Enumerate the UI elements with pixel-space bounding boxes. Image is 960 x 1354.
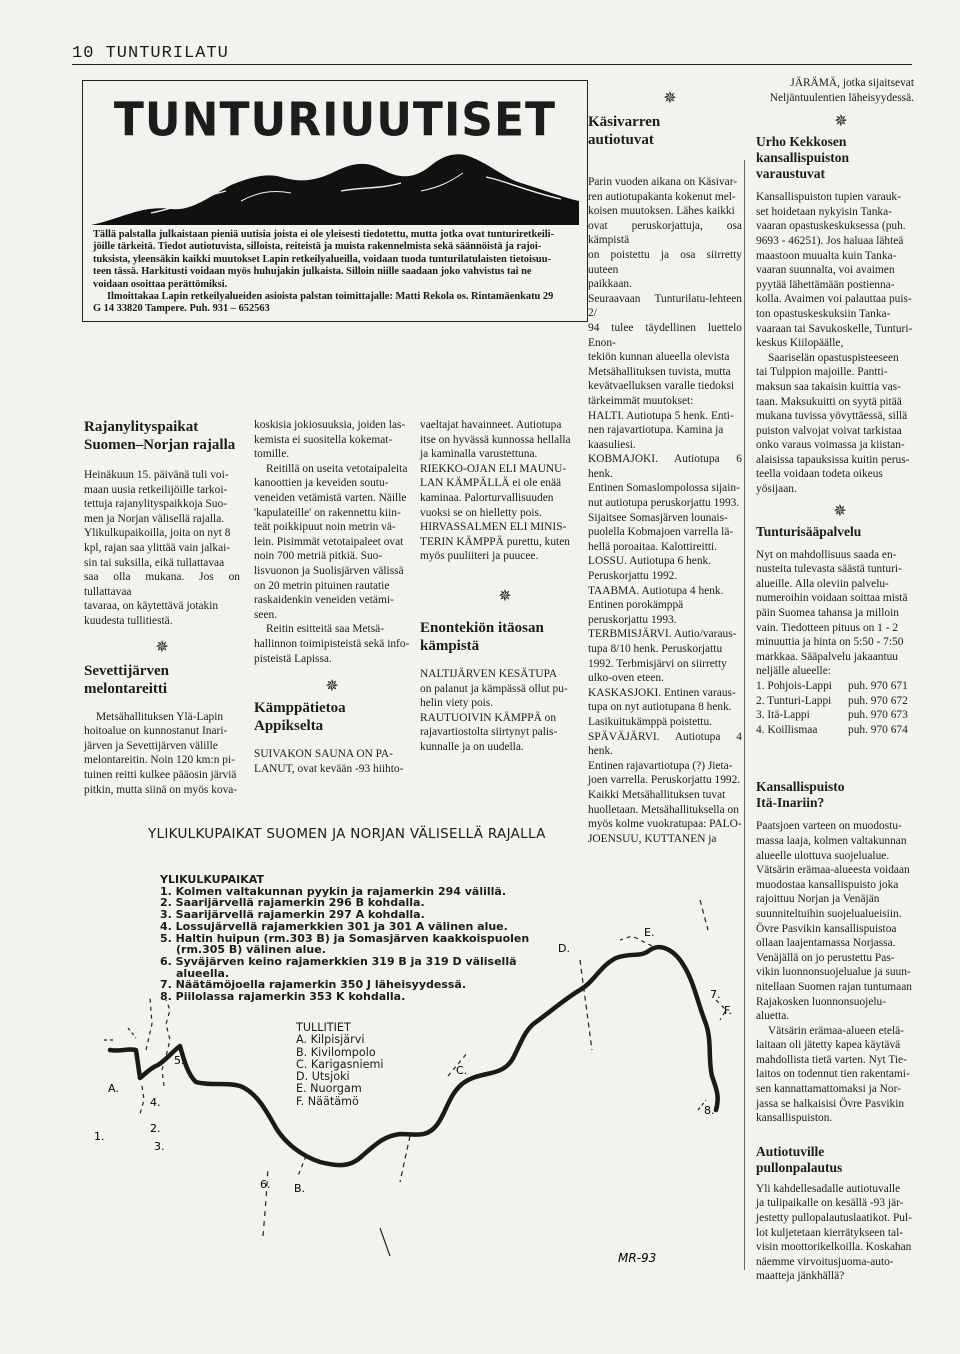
article-weather-service: Nyt on mahdollisuus saada en- nusteita tulevasta säästä tunturi- alueille. Alla oleviin palvelu- numeroihin voidaan soittaa mistä päin Suomea tahansa ja milloin vain. Tiedotteen pituus on 1 - 2 minuuttia ja hinta on 5:50 - 7:50 markkaa. Sääpalvelu jakaantuu neljälle alueelle: 1. Pohjois-Lappi puh. 970 671 2. Tunturi-Lappi puh. 970 672 3. Itä-Lappi puh. 970 673 4. Koillismaa puh. 970 674 — [756, 548, 908, 736]
border-map — [80, 900, 740, 1300]
road-dashed — [128, 1028, 136, 1038]
legend-heading: YLIKULKUPAIKAT — [160, 873, 264, 886]
intro-line: jöille tärkeitä. Tiedot autiotuvista, silloista, reiteistä ja muista rakennelmista sekä säännöistä ja rajoi- — [93, 241, 542, 253]
customs-item: A. Kilpisjärvi — [296, 1033, 365, 1047]
customs-item: D. Utsjoki — [296, 1070, 350, 1084]
customs-item: B. Kivilompolo — [296, 1045, 376, 1059]
legend-item: 8. Piilolassa rajamerkin 353 K kohdalla. — [160, 990, 406, 1004]
map-title: YLIKULKUPAIKAT SUOMEN JA NORJAN VÄLISELLÄ RAJALLA — [148, 826, 546, 842]
headline-weather-service: Tunturisääpalvelu — [756, 523, 862, 539]
map-label-tullitie: D. — [558, 942, 570, 955]
weather-phone-table — [756, 679, 908, 737]
headline-bottle-return: Autiotuville pullonpalautus — [756, 1143, 843, 1175]
mountain-illustration — [91, 147, 579, 227]
article-enontekio: NALTIJÄRVEN KESÄTUPA on palanut ja kämpässä ollut pu- helin viety pois. RAUTUOIVIN KÄMPPÄ on rajavartiostolta siirtynyt palis- kunnalle ja on uudella. — [420, 667, 568, 753]
headline-national-park: Kansallispuisto Itä-Inariin? — [756, 779, 845, 811]
map-label-tullitie: A. — [108, 1082, 119, 1095]
headline-kasivarsi-cabins: Käsivarren autiotuvat — [588, 114, 661, 148]
map-label-crossing: 6. — [260, 1178, 271, 1191]
road-dashed — [140, 1086, 144, 1114]
map-label-crossing: 8. — [704, 1104, 715, 1117]
column-2 — [254, 418, 410, 776]
road-dashed — [146, 998, 152, 1050]
article-cabin-info: SUIVAKON SAUNA ON PA- LANUT, ovat kevään -93 hiihto- — [254, 748, 404, 775]
legend-item: 2. Saarijärvellä rajamerkin 296 B kohdalla. — [160, 896, 425, 910]
banner-box — [82, 80, 588, 322]
map-label-crossing: 1. — [94, 1130, 105, 1143]
phone-row: 2. Tunturi-Lappi puh. 970 672 — [756, 694, 908, 707]
road-dashed — [298, 1156, 306, 1176]
intro-line: Tällä palstalla julkaistaan pieniä uutisia joista ei ole yleisesti tiedotettu, mutta jotka ovat tunturiretkeili- — [93, 229, 555, 240]
column-1 — [84, 418, 240, 797]
column-3 — [420, 418, 576, 755]
headline-border-crossings: Rajanylityspaikat Suomen–Norjan rajalla — [84, 419, 236, 453]
map-label-crossing: 7. — [710, 988, 721, 1001]
map-label-crossing: 2. — [150, 1122, 161, 1135]
legend-item: 3. Saarijärvellä rajamerkin 297 A kohdalla. — [160, 908, 425, 922]
legend-item: 5. Haltin huipun (rm.303 B) ja Somasjärven kaakkoispuolen — [160, 931, 530, 945]
legend-item: 4. Lossujärvellä rajamerkkien 301 ja 301 A välinen alue. — [160, 919, 508, 933]
star-ornament-icon: ✵ — [325, 676, 339, 696]
legend-item: alueella. — [176, 966, 230, 980]
map-label-crossing: 4. — [150, 1096, 161, 1109]
legend-item: (rm.305 B) välinen alue. — [176, 943, 326, 957]
map-label-tullitie: F. — [724, 1004, 733, 1017]
article-canoe-route: Metsähallituksen Ylä-Lapin hoitoalue on kunnostanut Inari- järven ja Sevettijärven välille melontareitin. Noin 120 km:n pi- tuinen reitti kulkee pääosin järviä pitkin, mutta siinä on myös kova- — [84, 710, 238, 796]
phone-row: 1. Pohjois-Lappi puh. 970 671 — [756, 680, 908, 692]
article-national-park: Paatsjoen varteen on muodostu- massa laaja, kolmen valtakunnan alueelle ulottuva suojelualue. Vätsärin erämaa-alueesta voidaan muodostaa kansallispuisto joka rajoittuu Norjan ja Venäjän suunniteltuihin suojelualueisiin. Övre Pasvikin kansallispuistoa ollaan laajentamassa Norjassa. Venäjällä on jo perustettu Pas- vikin luonnonsuojelualue ja suun- nitellaan Suomen rajan tuntumaan Rajakosken luonnonsuojelu- aluetta. Vätsärin erämaa-alueen etelä- laitaan oli jätetty kapea käytävä mahdollista tietä varten. Nyt Tie- laitos on todennut tien rakentami- sen kannattamattomaksi ja Nor- jassa se halkaisisi Övre Pasvikin kansallispuiston. — [756, 820, 912, 1125]
intro-line: teen tässä. Harkitusti voidaan myös huhujakin julkaista. Silloin niille saadaan joko vahvistus tai ne — [93, 266, 532, 278]
banner-intro — [93, 229, 577, 316]
article-border-crossings: Heinäkuun 15. päivänä tuli voi- maan uusia retkeilijöille tarkoi- tettuja rajanylityspaikkoja Suo- men ja Norjan välisellä rajalla. Ylikulkupaikoilla, joita on nyt 8 kpl, rajan saa ylittää vain jalkai- sin tai suksilla, eikä tullattavaa saa olla mukana. Jos on tullattavaa tavaraa, on käytettävä jotakin kuudesta tullitiestä. — [84, 469, 240, 627]
column-5 — [756, 76, 914, 1284]
banner-title: TUNTURIUUTISET — [113, 93, 557, 148]
star-ornament-icon: ✵ — [155, 636, 169, 656]
article-kasivarsi-cabins: Parin vuoden aikana on Käsivar- ren autiotupakanta kokenut mel- koisen muutoksen. Lähes kaikki ovat peruskorjattuja, osa kämpistä on poistettu ja osa siirretty uuteen paikkaan. Seuraavaan Tunturilatu-lehteen 2/ 94 tulee täydellinen luettelo Enon- tekiön kunnan alueella olevista Metsähallituksen tuvista, mutta kevätvaelluksen varalle tiedoksi tärkeimmät muutokset: HALTI. Autiotupa 5 henk. Enti- nen rajavartiotupa. Kamina ja kaasuliesi. KOBMAJOKI. Autiotupa 6 henk. Entinen Somaslompolossa sijain- nut autiotupa peruskorjattu 1993. Sijaitsee Somasjärven lounais- puolella Kobmajoen varrella lä- hellä poroaitaa. Kalottireitti. LOSSU. Autiotupa 6 henk. Peruskorjattu 1992. TAABMA. Autiotupa 4 henk. Entinen porokämppä peruskorjattu 1993. TERBMISJÄRVI. Autio/varaus- tupa 8/10 henk. Peruskorjattu 1992. Terbmisjärvi on siirretty ulko-oven eteen. KASKASJOKI. Entinen varaus- tupa on nyt autiotupana 8 henk. Lasikuitukämppä poistettu. SPÄVÄJÄRVI. Autiotupa 4 henk. Entinen rajavartiotupa (?) Jieta- joen varrella. Peruskorjattu 1992. Kaikki Metsähallituksen tuvat huolletaan. Metsähallituksella on myös kolme vuokratupaa: PALO- JOENSUU, KUTTANEN ja — [588, 176, 742, 845]
road-dashed — [700, 900, 708, 930]
customs-item: E. Nuorgam — [296, 1082, 362, 1096]
headline-cabin-info: Kämppätietoa Appikselta — [254, 700, 346, 735]
road-solid — [380, 1228, 390, 1256]
star-ornament-icon: ✵ — [834, 111, 848, 131]
map-label-crossing: 5. — [174, 1054, 185, 1067]
running-head: 10 TUNTURILATU — [72, 44, 229, 63]
map-label-crossing: 3. — [154, 1140, 165, 1153]
star-ornament-icon: ✵ — [833, 500, 847, 520]
article-cabin-info-cont: vaeltajat havainneet. Autiotupa itse on hyvässä kunnossa hellalla ja kaminalla varustettuna. RIEKKO-OJAN ELI MAUNU- LAN KÄMPÄLLÄ ei ole enää kaminaa. Palorturvallisuuden vuoksi se on hielletty pois. HIRVASSALMEN ELI MINIS- TERIN KÄMPPÄ purettu, kuten myös puuliiteri ja puucee. — [420, 419, 571, 563]
road-dashed — [580, 960, 592, 1050]
border-line — [110, 947, 718, 1165]
star-ornament-icon: ✵ — [498, 585, 512, 605]
phone-row: 3. Itä-Lappi puh. 970 673 — [756, 709, 908, 722]
header-rule — [72, 64, 912, 65]
legend-item: 1. Kolmen valtakunnan pyykin ja rajamerkin 294 välillä. — [160, 884, 507, 898]
headline-enontekio: Enontekiön itäosan kämpistä — [420, 619, 544, 654]
article-cont-top: JÄRÄMÄ, jotka sijaitsevat Neljäntuulentien läheisyydessä. — [769, 77, 914, 104]
star-ornament-icon: ✵ — [663, 88, 677, 107]
article-bottle-return: Yli kahdellesadalle autiotuvalle ja tulipaikalle on kesällä -93 jär- jestetty pullopalautuslaatikot. Pul- lot kuljetetaan kierrätykseen tal- visin moottorikelkoilla. Koskahan näemme virvoitusjuoma-auto- maatteja jänkhällä? — [756, 1182, 912, 1283]
map-label-tullitie: E. — [644, 926, 655, 939]
article-canoe-route-cont: koskisia jokiosuuksia, joiden las- kemista ei suositella kokemat- tomille. Reitillä on useita vetotaipaleita kanoottien ja keveiden soutu- veneiden vetämistä varten. Näille 'kapulateille' on rakennettu kiin- teät poikkipuut noin metrin vä- lein. Pisimmät vetotaipaleet ovat noin 700 metriä pitkiä. Suo- lisvuonon ja Suolisjärven välissä on 20 metrin pituinen rautatie raskaidenkin veneiden vetämi- seen. Reitin esitteitä saa Metsä- hallinnon toimipisteistä sekä info- pisteistä Lapissa. — [254, 419, 410, 665]
intro-line: tuksista, yleensäkin kaikki muutokset Lapin retkeilyalueilla, voidaan tuoda tunturilatulaisten tietoisuu- — [93, 253, 551, 265]
map-label-tullitie: B. — [294, 1182, 306, 1195]
column-rule — [744, 160, 745, 1270]
customs-item: C. Karigasniemi — [296, 1057, 384, 1071]
headline-ukk-cabins: Urho Kekkosen kansallispuiston varaustuvat — [756, 134, 850, 182]
phone-row: 4. Koillismaa puh. 970 674 — [756, 723, 908, 736]
intro-line: Ilmoittakaa Lapin retkeilyalueiden asioista palstan toimittajalle: Matti Rekola os. Rintamäenkatu 29 — [107, 291, 554, 303]
intro-line: G 14 33820 Tampere. Puh. 931 – 652563 — [93, 303, 270, 315]
road-dashed — [400, 1136, 410, 1182]
map-signature: MR-93 — [618, 1251, 657, 1265]
customs-item: F. Näätämö — [296, 1094, 359, 1108]
intro-line: voidaan osoittaa perättömiksi. — [93, 278, 228, 290]
legend-item: 6. Syväjärven keino rajamerkkien 319 B ja 319 D välisellä — [160, 954, 517, 968]
headline-canoe-route: Sevettijärven melontareitti — [84, 662, 169, 697]
road-dashed — [162, 1000, 170, 1086]
map-label-tullitie: C. — [456, 1064, 468, 1077]
article-ukk-cabins: Kansallispuiston tupien varauk- set hoidetaan nykyisin Tanka- vaaran opastuskeskuksessa (puh. 9693 - 46251). Jos haluaa lähteä maastoon muualta kuin Tanka- vaaran suunnalta, voi avaimen pyytää lähettämään postienna- kolla. Avaimen voi palauttaa puis- ton opastuskeskuksiin Tanka- vaaraan tai Savukoskelle, Tunturi- keskus Kiilopäälle, Saariselän opastuspisteeseen tai Tulppion majoille. Pantti- maksun saa takaisin kuittia vas- taan. Maksukuitti on syytä pitää mukana tuvissa yövyttäessä, sillä puiston valvojat voivat tarkistaa onko varaus voimassa ja kiistan- alaisissa tapauksissa kuitin perus- teella voidaan todeta oikeus yösijaan. — [756, 191, 913, 496]
column-4 — [588, 88, 742, 846]
legend-item: 7. Näätämöjoella rajamerkin 350 J läheisyydessä. — [160, 978, 467, 992]
customs-heading: TULLITIET — [296, 1021, 351, 1034]
